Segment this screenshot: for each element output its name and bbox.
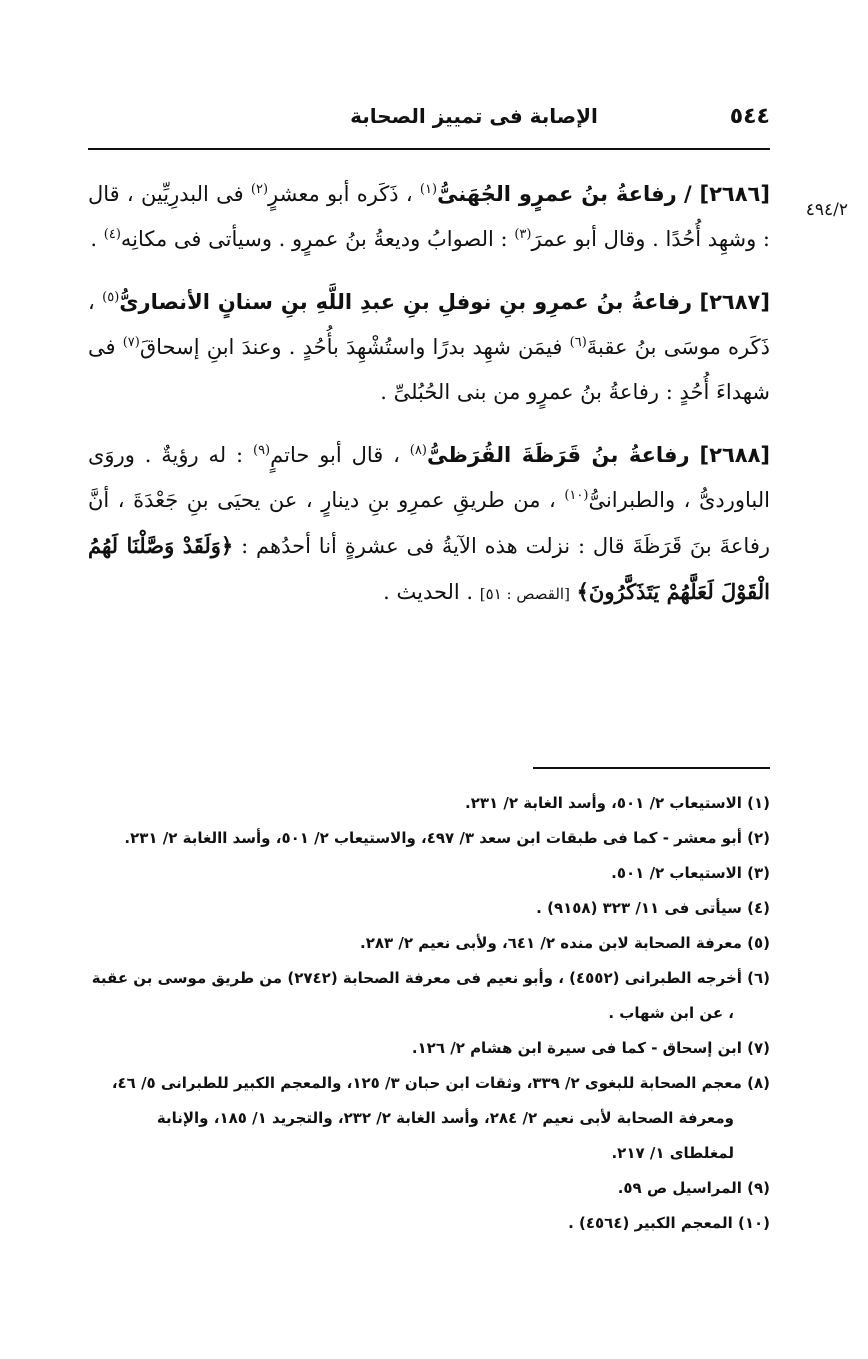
footnote-mark: (٨) (409, 443, 427, 458)
entry-text: ، ذَكَره موسَى بنُ عقبةَ (88, 290, 770, 359)
page-header (88, 104, 770, 144)
footnote-mark: (٥) (102, 290, 120, 305)
entry-number: [٢٦٨٨] (699, 443, 771, 467)
footnote: (٦) أخرجه الطبرانى (٤٥٥٢) ، وأبو نعيم فى معرفة الصحابة (٢٧٤٢) من طريق موسى بن عقبة ، عن ابن شهاب . (91, 969, 770, 1022)
header-rule (88, 148, 770, 150)
footnote-mark: (١) (419, 182, 438, 197)
entry-text: . (90, 227, 104, 251)
footnote: (٧) ابن إسحاق - كما فى سيرة ابن هشام ٢/ ١٢٦. (411, 1039, 770, 1057)
footnote-rule (533, 767, 770, 769)
entry-name: رفاعةُ بنُ قَرَظَةَ القُرَظىُّ (426, 443, 690, 467)
entry-text: فى البدرِيِّين ، قال : وشهِد أُحُدًا . وقال أبو عمرَ (88, 182, 770, 251)
entry-number: [٢٦٨٧] (699, 290, 770, 314)
entry-2688 (88, 433, 770, 617)
margin-reference: ٤٩٤/٢ (805, 200, 848, 220)
quran-verse: ﴿وَلَقَدْ وَصَّلْنَا لَهُمُ الْقَوْلَ لَعَلَّهُمْ يَتَذَكَّرُونَ﴾ (88, 533, 770, 604)
entry-text: : له رؤيةٌ . وروَى الباوردىُّ ، والطبرانىُّ (88, 443, 771, 512)
footnote: (٤) سيأتى فى ١١/ ٣٢٣ (٩١٥٨) . (536, 899, 770, 917)
entry-name: رفاعةُ بنُ عمرٍو الجُهَنىُّ (437, 182, 677, 206)
page-number: ٥٤٤ (729, 104, 770, 129)
entry-number: [٢٦٨٦] / (683, 182, 770, 206)
footnote: (٩) المراسيل ص ٥٩. (617, 1179, 770, 1197)
footnote: (٥) معرفة الصحابة لابن منده ٢/ ٦٤١، ولأبى نعيم ٢/ ٢٨٣. (360, 934, 770, 952)
footnote-mark: (٩) (252, 443, 271, 458)
footnote-mark: (٢) (250, 182, 269, 197)
entry-text: ، من طريقِ عمرِو بنِ دينارٍ ، عن يحيَى بنِ جَعْدَةَ ، أنَّ رفاعةَ بنَ قَرَظَةَ قال : نزلت هذه الآيةُ فى عشرةٍ أنا أحدُهم : (88, 488, 770, 558)
entry-text: : الصوابُ وديعةُ بنُ عمرٍو . وسيأتى فى مكانِه (120, 227, 515, 251)
footnote: (١٠) المعجم الكبير (٤٥٦٤) . (568, 1214, 770, 1232)
footnote-mark: (١٠) (564, 488, 589, 503)
footnote: (٨) معجم الصحابة للبغوى ٢/ ٣٣٩، وثقات ابن حبان ٣/ ١٢٥، والمعجم الكبير للطبرانى ٥/ ٤٦، ومعرفة الصحابة لأبى نعيم ٢/ ٢٨٤، وأسد الغابة ٢/ ٢٣٢، والتجريد ١/ ١٨٥، والإنابة لمغلطاى ١/ ٢١٧. (111, 1074, 770, 1162)
entry-name: رفاعةُ بنُ عمرِو بنِ نوفلِ بنِ عبدِ اللَّهِ بنِ سنانٍ الأنصارىُّ (119, 290, 693, 314)
footnote-mark: (٣) (514, 227, 532, 242)
entry-text: ، ذَكَره أبو معشرٍ (268, 182, 420, 206)
entry-text: فيمَن شهِد بدرًا واستُشْهِدَ بأُحُدٍ . وعندَ ابنِ إسحاقَ (139, 335, 570, 359)
quran-reference: [القصص : ٥١] (479, 585, 570, 603)
footnote-mark: (٧) (122, 335, 140, 350)
footnote-mark: (٦) (569, 335, 587, 350)
footnotes (88, 786, 770, 1241)
running-title: الإصابة فى تمييز الصحابة (350, 104, 598, 128)
entry-2687 (88, 280, 770, 415)
entry-text: فى شهداءَ أُحُدٍ : رفاعةُ بنُ عمرٍو من بنى الحُبُلىِّ . (88, 335, 770, 404)
entries (88, 172, 770, 635)
footnote: (٣) الاستيعاب ٢/ ٥٠١. (611, 864, 770, 882)
footnote-mark: (٤) (103, 227, 121, 242)
entry-2686 (88, 172, 770, 262)
footnote: (٢) أبو معشر - كما فى طبقات ابن سعد ٣/ ٤٩٧، والاستيعاب ٢/ ٥٠١، وأسد االغابة ٢/ ٢٣١. (124, 829, 770, 847)
footnote: (١) الاستيعاب ٢/ ٥٠١، وأسد الغابة ٢/ ٢٣١. (464, 794, 770, 812)
entry-text: ، قال أبو حاتمٍ (270, 443, 410, 467)
entry-text: . الحديث . (383, 580, 480, 604)
